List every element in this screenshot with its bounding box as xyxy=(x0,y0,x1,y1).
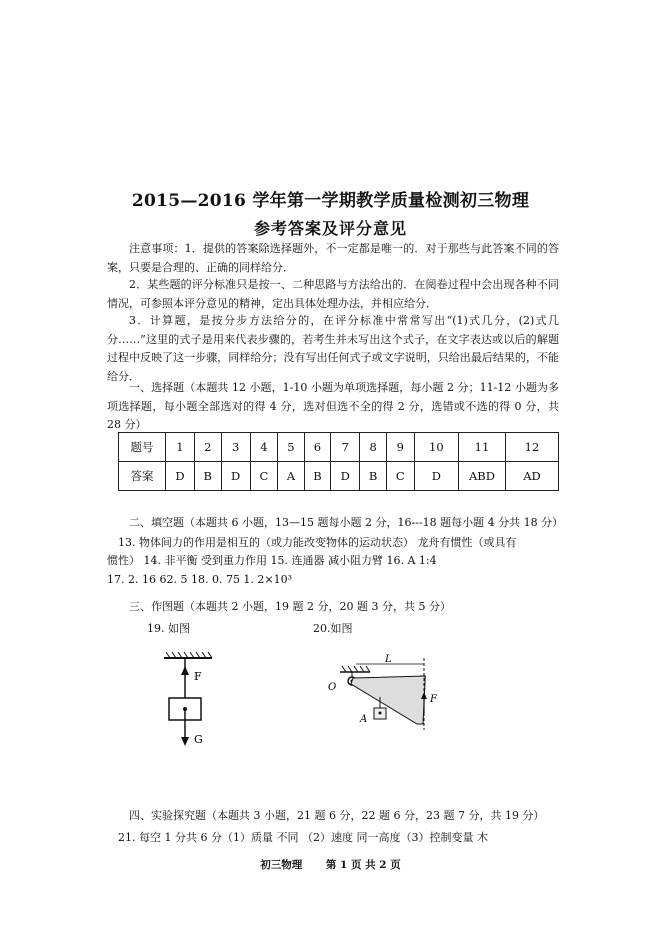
question-number: 9 xyxy=(386,433,414,462)
question-number: 7 xyxy=(331,433,360,462)
q19-label: 19. 如图 xyxy=(147,622,190,635)
pivot-o-label: O xyxy=(328,682,337,693)
document-subtitle: 参考答案及评分意见 xyxy=(253,219,407,238)
table-row xyxy=(119,433,559,462)
answer-cell: B xyxy=(360,462,387,491)
figure-19-diagram xyxy=(150,650,230,750)
section-4-heading: 四、实验探究题（本题共 3 小题，21 题 6 分，22 题 6 分，23 题 7 分，共 19 分） xyxy=(129,809,545,822)
answer-cell: AD xyxy=(506,462,559,491)
question-number: 10 xyxy=(414,433,458,462)
answer-cell: B xyxy=(304,462,331,491)
q20-label: 20.如图 xyxy=(313,622,353,635)
table-row-label: 题号 xyxy=(119,433,166,462)
question-number: 5 xyxy=(278,433,304,462)
weight-a-label: A xyxy=(360,714,368,725)
section-2-line-3: 17. 2. 16 62. 5 18. 0. 75 1. 2×10³ xyxy=(107,573,293,586)
answer-cell: D xyxy=(166,462,195,491)
section-2-line-2: 惯性） 14. 非平衡 受到重力作用 15. 连通器 减小阻力臂 16. A 1:4 xyxy=(107,554,437,567)
answer-cell: C xyxy=(250,462,278,491)
question-number: 8 xyxy=(360,433,387,462)
figure-20-diagram xyxy=(320,652,440,732)
document-title: 2015—2016 学年第一学期教学质量检测初三物理 xyxy=(131,191,530,211)
footer-subject: 初三物理 xyxy=(260,859,303,871)
section-3-heading: 三、作图题（本题共 2 小题，19 题 2 分，20 题 3 分，共 5 分） xyxy=(129,600,451,613)
note-3: 3．计算题，是按分步方法给分的，在评分标准中常常写出“(1)式几分，(2)式几分……”这里的式子是用来代表步骤的，若考生并未写出这个式子，在文字表达或以后的解题过程中反映了这一步骤，同样给分；没有写出任何式子或文字说明，只给出最后结果的，不能给分． xyxy=(107,314,559,383)
note-1: 注意事项：1．提供的答案除选择题外，不一定都是唯一的．对于那些与此答案不同的答案，只要是合理的、正确的同样给分． xyxy=(107,242,559,274)
answer-cell: D xyxy=(331,462,360,491)
force-g-label: G xyxy=(194,733,203,746)
answer-cell: B xyxy=(194,462,221,491)
note-2: 2．某些题的评分标准只是按一、二种思路与方法给出的．在阅卷过程中会出现各种不同情况，可参照本评分意见的精神，定出具体处理办法，并相应给分． xyxy=(107,278,559,310)
question-number: 12 xyxy=(506,433,559,462)
force-f-label: F xyxy=(194,670,202,683)
question-number: 1 xyxy=(166,433,195,462)
question-number: 3 xyxy=(221,433,250,462)
question-number: 4 xyxy=(250,433,278,462)
section-2-heading: 二、填空题（本题共 6 小题，13—15 题每小题 2 分，16---18 题每小题 4 分共 18 分） xyxy=(129,516,564,529)
section-1-heading: 一、选择题（本题共 12 小题，1-10 小题为单项选择题，每小题 2 分；11-12 小题为多项选择题，每小题全部选对的得 4 分，选对但选不全的得 2 分，选错或不选的得 0 分，共 28 分） xyxy=(107,381,559,432)
answer-cell: ABD xyxy=(459,462,506,491)
section-2-line-1: 13. 物体间力的作用是相互的（或力能改变物体的运动状态） 龙舟有惯性（或具有 xyxy=(118,536,517,549)
question-number: 6 xyxy=(304,433,331,462)
table-row xyxy=(119,462,559,491)
footer-page-number: 第 1 页 共 2 页 xyxy=(325,859,401,871)
question-number: 2 xyxy=(194,433,221,462)
answer-table xyxy=(118,432,559,491)
answer-cell: A xyxy=(278,462,304,491)
length-l-label: L xyxy=(385,654,392,665)
answer-cell: D xyxy=(414,462,458,491)
answer-cell: D xyxy=(221,462,250,491)
question-number: 11 xyxy=(459,433,506,462)
force-f-label: F xyxy=(430,694,437,705)
table-row-label: 答案 xyxy=(119,462,166,491)
page-footer xyxy=(0,857,661,872)
answer-cell: C xyxy=(386,462,414,491)
section-4-line-1: 21. 每空 1 分共 6 分（1）质量 不同 （2）速度 同一高度（3）控制变量 木 xyxy=(118,831,488,844)
